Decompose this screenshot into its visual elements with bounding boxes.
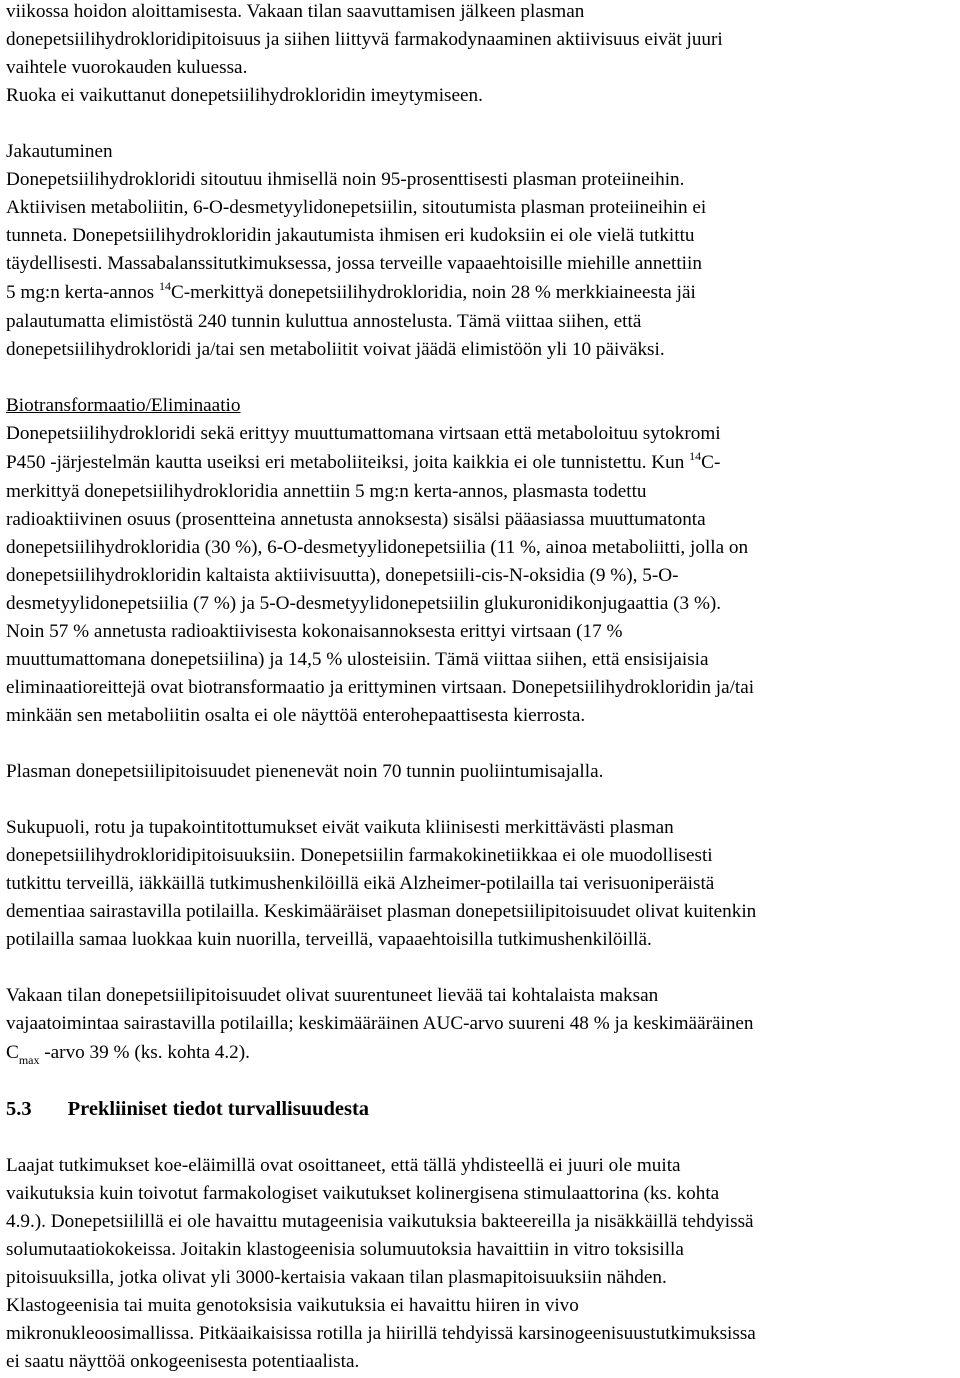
hepatic-line-1: Vakaan tilan donepetsiilipitoisuudet olivat suurentuneet lievää tai kohtalaista maksan xyxy=(6,985,659,1006)
section-number: 5.3 xyxy=(6,1098,32,1120)
preclinical-line-1: Laajat tutkimukset koe-eläimillä ovat osoittaneet, että tällä yhdisteellä ei juuri ole muita xyxy=(6,1155,681,1176)
biotransformation-line-8: Noin 57 % annetusta radioaktiivisesta kokonaisannoksesta erittyi virtsaan (17 % xyxy=(6,621,623,642)
distribution-line-5 xyxy=(6,279,696,307)
biotransformation-line-6: donepetsiilihydrokloridin kaltaista aktiivisuutta), donepetsiili-cis-N-oksidia (9 %), 5-O- xyxy=(6,565,679,586)
biotransformation-line-2-part-b: C- xyxy=(701,452,721,473)
distribution-line-3: tunneta. Donepetsiilihydrokloridin jakautumista ihmisen eri kudoksiin ei ole vielä tutkittu xyxy=(6,225,695,246)
demographics-line-2: donepetsiilihydrokloridipitoisuuksiin. Donepetsiilin farmakokinetiikkaa ei ole muodollisesti xyxy=(6,845,713,866)
isotope-superscript: 14 xyxy=(158,278,171,293)
distribution-line-1: Donepetsiilihydrokloridi sitoutuu ihmisellä noin 95-prosenttisesti plasman proteiineihin. xyxy=(6,169,685,190)
hepatic-line-2: vajaatoimintaa sairastavilla potilailla; keskimääräinen AUC-arvo suureni 48 % ja keskimääräinen xyxy=(6,1013,754,1034)
preclinical-line-3: 4.9.). Donepetsiilillä ei ole havaittu mutageenisia vaikutuksia bakteereilla ja nisäkkäillä tehdyissä xyxy=(6,1211,754,1232)
preclinical-line-7: mikronukleoosimallissa. Pitkäaikaisissa rotilla ja hiirillä tehdyissä karsinogeenisuustutkimuksissa xyxy=(6,1323,756,1344)
distribution-line-2: Aktiivisen metaboliitin, 6-O-desmetyylidonepetsiilin, sitoutumista plasman proteiineihin ei xyxy=(6,197,707,218)
biotransformation-line-1: Donepetsiilihydrokloridi sekä erittyy muuttumattomana virtsaan että metaboloituu sytokromi xyxy=(6,423,721,444)
distribution-line-7: donepetsiilihydrokloridi ja/tai sen metaboliitit voivat jäädä elimistöön yli 10 päiväksi. xyxy=(6,339,665,360)
distribution-heading: Jakautuminen xyxy=(6,141,113,162)
preclinical-line-6: Klastogeenisia tai muita genotoksisia vaikutuksia ei havaittu hiiren in vivo xyxy=(6,1295,579,1316)
hepatic-line-3 xyxy=(6,1039,250,1067)
intro-line-4: Ruoka ei vaikuttanut donepetsiilihydrokloridin imeytymiseen. xyxy=(6,85,483,106)
biotransformation-line-5: donepetsiilihydrokloridia (30 %), 6-O-desmetyylidonepetsiilia (11 %, ainoa metaboliitti, jolla on xyxy=(6,537,749,558)
biotransformation-heading: Biotransformaatio/Eliminaatio xyxy=(6,395,241,416)
biotransformation-line-3: merkittyä donepetsiilihydrokloridia annettiin 5 mg:n kerta-annos, plasmasta todettu xyxy=(6,481,647,502)
biotransformation-line-11: minkään sen metaboliitin osalta ei ole näyttöä enterohepaattisesta kierrosta. xyxy=(6,705,586,726)
section-heading-5-3 xyxy=(6,1096,369,1124)
distribution-line-4: täydellisesti. Massabalanssitutkimuksessa, jossa terveille vapaaehtoisille miehille annettiin xyxy=(6,253,702,274)
hepatic-line-3-rest: -arvo 39 % (ks. kohta 4.2). xyxy=(39,1042,250,1063)
cmax-symbol: C xyxy=(6,1042,19,1063)
distribution-line-5-part-b: C-merkittyä donepetsiilihydrokloridia, noin 28 % merkkiaineesta jäi xyxy=(170,282,696,303)
intro-line-2: donepetsiilihydrokloridipitoisuus ja siihen liittyvä farmakodynaaminen aktiivisuus eivät juuri xyxy=(6,29,723,50)
preclinical-line-4: solumutaatiokokeissa. Joitakin klastogeenisia solumuutoksia havaittiin in vitro toksisilla xyxy=(6,1239,684,1260)
biotransformation-line-4: radioaktiivinen osuus (prosentteina annetusta annoksesta) sisälsi pääasiassa muuttumatonta xyxy=(6,509,706,530)
distribution-line-6: palautumatta elimistöstä 240 tunnin kuluttua annostelusta. Tämä viittaa siihen, että xyxy=(6,311,642,332)
cmax-subscript: max xyxy=(18,1052,40,1067)
preclinical-line-5: pitoisuuksilla, jotka olivat yli 3000-kertaisia vakaan tilan plasmapitoisuuksiin nähden. xyxy=(6,1267,667,1288)
intro-line-3: vaihtele vuorokauden kuluessa. xyxy=(6,57,248,78)
plasma-decline-line-1: Plasman donepetsiilipitoisuudet pienenevät noin 70 tunnin puoliintumisajalla. xyxy=(6,761,604,782)
demographics-line-5: potilailla samaa luokkaa kuin nuorilla, terveillä, vapaaehtoisilla tutkimushenkilöillä. xyxy=(6,929,652,950)
preclinical-line-8: ei saatu näyttöä onkogeenisesta potentiaalista. xyxy=(6,1351,360,1372)
biotransformation-line-7: desmetyylidonepetsiilia (7 %) ja 5-O-desmetyylidonepetsiilin glukuronidikonjugaattia (3 %). xyxy=(6,593,722,614)
distribution-line-5-part-a: 5 mg:n kerta-annos xyxy=(6,282,159,303)
demographics-line-1: Sukupuoli, rotu ja tupakointitottumukset eivät vaikuta kliinisesti merkittävästi plasman xyxy=(6,817,674,838)
intro-line-1: viikossa hoidon aloittamisesta. Vakaan tilan saavuttamisen jälkeen plasman xyxy=(6,1,585,22)
biotransformation-line-10: eliminaatioreittejä ovat biotransformaatio ja erittyminen virtsaan. Donepetsiilihydrokloridin ja/tai xyxy=(6,677,755,698)
section-title: Prekliiniset tiedot turvallisuudesta xyxy=(67,1098,370,1120)
preclinical-line-2: vaikutuksia kuin toivotut farmakologiset vaikutukset kolinergisena stimulaattorina (ks. kohta xyxy=(6,1183,720,1204)
biotransformation-line-9: muuttumattomana donepetsiilina) ja 14,5 % ulosteisiin. Tämä viittaa siihen, että ensisijaisia xyxy=(6,649,709,670)
biotransformation-line-2-part-a: P450 -järjestelmän kautta useiksi eri metaboliiteiksi, joita kaikkia ei ole tunnistettu. Kun xyxy=(6,452,690,473)
demographics-line-3: tutkittu terveillä, iäkkäillä tutkimushenkilöillä eikä Alzheimer-potilailla tai verisuoniperäistä xyxy=(6,873,715,894)
isotope-superscript: 14 xyxy=(689,448,702,463)
biotransformation-line-2 xyxy=(6,449,720,477)
demographics-line-4: dementiaa sairastavilla potilailla. Keskimääräiset plasman donepetsiilipitoisuudet olivat kuitenkin xyxy=(6,901,757,922)
